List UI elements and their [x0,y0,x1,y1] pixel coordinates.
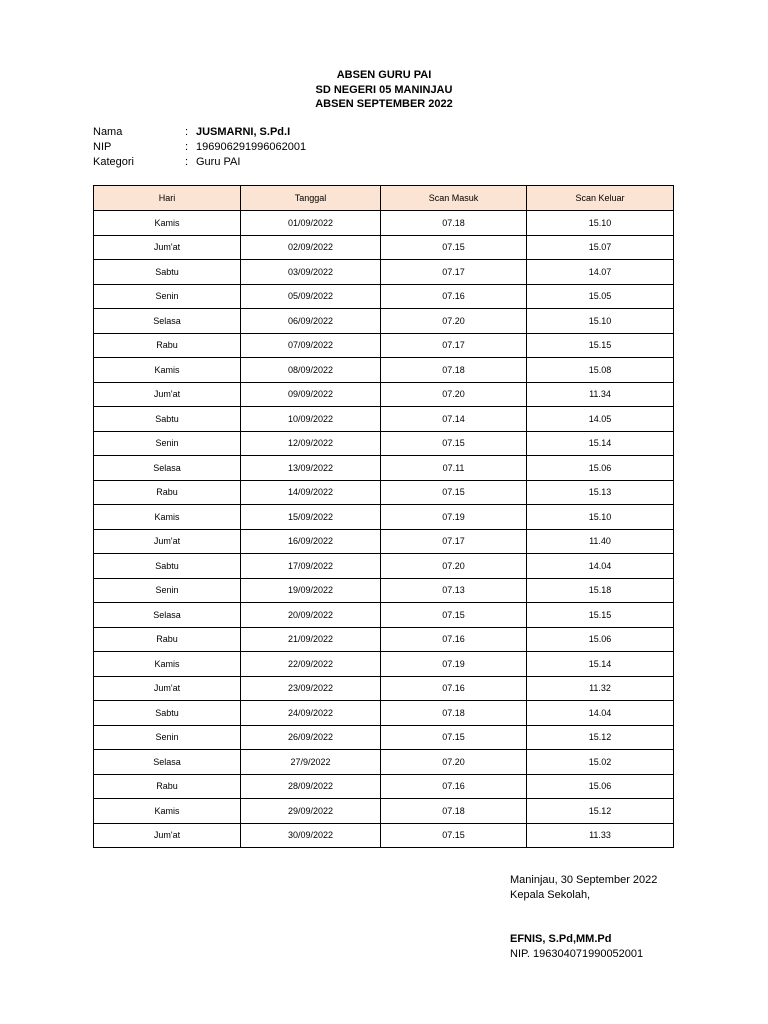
info-row-nip [93,140,306,155]
table-row [94,603,674,628]
table-body [94,211,674,848]
cell-scan-masuk: 07.11 [381,456,527,481]
cell-hari: Sabtu [94,554,241,579]
title-line-2: SD NEGERI 05 MANINJAU [315,83,453,96]
table-header-row [94,186,674,211]
cell-hari: Sabtu [94,260,241,285]
table-row [94,750,674,775]
document-title-block [0,68,768,112]
column-header-scan-keluar: Scan Keluar [527,186,674,211]
cell-hari: Jum'at [94,382,241,407]
cell-tanggal: 26/09/2022 [241,725,381,750]
info-row-nama [93,125,306,140]
table-row [94,823,674,848]
cell-hari: Jum'at [94,676,241,701]
cell-tanggal: 02/09/2022 [241,235,381,260]
cell-hari: Sabtu [94,701,241,726]
table-row [94,799,674,824]
cell-hari: Kamis [94,358,241,383]
cell-scan-masuk: 07.16 [381,627,527,652]
cell-scan-keluar: 15.14 [527,431,674,456]
cell-scan-masuk: 07.19 [381,652,527,677]
cell-scan-masuk: 07.19 [381,505,527,530]
cell-hari: Senin [94,431,241,456]
cell-tanggal: 13/09/2022 [241,456,381,481]
cell-hari: Rabu [94,774,241,799]
info-row-kategori [93,155,306,170]
cell-scan-keluar: 11.32 [527,676,674,701]
cell-hari: Selasa [94,750,241,775]
cell-scan-masuk: 07.20 [381,309,527,334]
cell-hari: Rabu [94,333,241,358]
info-colon: : [185,141,189,153]
cell-scan-masuk: 07.14 [381,407,527,432]
cell-scan-keluar: 15.10 [527,211,674,236]
cell-tanggal: 19/09/2022 [241,578,381,603]
cell-tanggal: 20/09/2022 [241,603,381,628]
cell-scan-keluar: 15.07 [527,235,674,260]
cell-tanggal: 08/09/2022 [241,358,381,383]
column-header-scan-masuk: Scan Masuk [381,186,527,211]
cell-hari: Kamis [94,211,241,236]
cell-scan-masuk: 07.15 [381,480,527,505]
cell-scan-masuk: 07.20 [381,554,527,579]
cell-scan-keluar: 15.13 [527,480,674,505]
cell-tanggal: 06/09/2022 [241,309,381,334]
cell-hari: Selasa [94,309,241,334]
cell-scan-keluar: 15.15 [527,333,674,358]
info-colon: : [185,156,189,168]
signature-block [510,873,657,962]
cell-scan-keluar: 14.04 [527,701,674,726]
cell-hari: Jum'at [94,823,241,848]
cell-hari: Kamis [94,505,241,530]
table-row [94,578,674,603]
cell-scan-masuk: 07.18 [381,799,527,824]
cell-tanggal: 14/09/2022 [241,480,381,505]
cell-scan-keluar: 11.34 [527,382,674,407]
cell-scan-masuk: 07.17 [381,260,527,285]
cell-scan-keluar: 11.40 [527,529,674,554]
table-row [94,382,674,407]
cell-hari: Rabu [94,627,241,652]
cell-scan-keluar: 14.05 [527,407,674,432]
table-row [94,235,674,260]
column-header-hari: Hari [94,186,241,211]
cell-scan-keluar: 15.06 [527,774,674,799]
table-row [94,260,674,285]
table-row [94,431,674,456]
cell-scan-keluar: 15.12 [527,799,674,824]
table-row [94,456,674,481]
cell-scan-keluar: 15.14 [527,652,674,677]
cell-scan-masuk: 07.17 [381,333,527,358]
cell-scan-masuk: 07.17 [381,529,527,554]
cell-scan-masuk: 07.15 [381,235,527,260]
table-row [94,505,674,530]
cell-scan-masuk: 07.18 [381,701,527,726]
cell-hari: Selasa [94,456,241,481]
cell-tanggal: 10/09/2022 [241,407,381,432]
cell-scan-keluar: 15.06 [527,456,674,481]
info-value-kategori: Guru PAI [196,156,241,168]
table-row [94,554,674,579]
cell-scan-keluar: 15.15 [527,603,674,628]
table-row [94,701,674,726]
cell-tanggal: 27/9/2022 [241,750,381,775]
cell-scan-masuk: 07.20 [381,382,527,407]
table-row [94,407,674,432]
cell-scan-keluar: 15.08 [527,358,674,383]
cell-hari: Jum'at [94,235,241,260]
cell-scan-keluar: 14.04 [527,554,674,579]
cell-tanggal: 15/09/2022 [241,505,381,530]
table-row [94,284,674,309]
cell-tanggal: 07/09/2022 [241,333,381,358]
cell-tanggal: 12/09/2022 [241,431,381,456]
table-row [94,529,674,554]
cell-scan-masuk: 07.20 [381,750,527,775]
info-value-name: JUSMARNI, S.Pd.I [196,126,291,138]
cell-hari: Jum'at [94,529,241,554]
cell-scan-keluar: 15.18 [527,578,674,603]
attendance-table [93,185,674,848]
cell-tanggal: 09/09/2022 [241,382,381,407]
cell-hari: Selasa [94,603,241,628]
signature-nip: NIP. 196304071990052001 [510,948,644,960]
cell-hari: Kamis [94,799,241,824]
cell-tanggal: 03/09/2022 [241,260,381,285]
cell-hari: Senin [94,725,241,750]
cell-scan-masuk: 07.13 [381,578,527,603]
cell-tanggal: 24/09/2022 [241,701,381,726]
cell-scan-masuk: 07.18 [381,211,527,236]
signature-place-date: Maninjau, 30 September 2022 [510,874,658,886]
table-row [94,358,674,383]
cell-hari: Rabu [94,480,241,505]
table-row [94,211,674,236]
info-label: NIP [93,141,112,153]
table-row [94,725,674,750]
cell-scan-masuk: 07.16 [381,284,527,309]
cell-tanggal: 23/09/2022 [241,676,381,701]
cell-tanggal: 29/09/2022 [241,799,381,824]
cell-scan-keluar: 11.33 [527,823,674,848]
cell-scan-keluar: 15.06 [527,627,674,652]
cell-tanggal: 21/09/2022 [241,627,381,652]
cell-tanggal: 05/09/2022 [241,284,381,309]
table-row [94,480,674,505]
cell-tanggal: 30/09/2022 [241,823,381,848]
cell-scan-keluar: 15.05 [527,284,674,309]
cell-scan-keluar: 15.02 [527,750,674,775]
column-header-tanggal: Tanggal [241,186,381,211]
info-value-nip: 196906291996062001 [196,141,307,153]
cell-scan-masuk: 07.15 [381,603,527,628]
signature-name: EFNIS, S.Pd,MM.Pd [510,933,612,945]
cell-tanggal: 01/09/2022 [241,211,381,236]
cell-scan-keluar: 15.10 [527,505,674,530]
signature-role: Kepala Sekolah, [510,889,591,901]
info-colon: : [185,126,189,138]
cell-hari: Senin [94,578,241,603]
cell-scan-masuk: 07.15 [381,431,527,456]
table-row [94,652,674,677]
title-line-3: ABSEN SEPTEMBER 2022 [315,98,453,110]
cell-hari: Kamis [94,652,241,677]
table-row [94,627,674,652]
teacher-info [93,125,306,170]
cell-hari: Sabtu [94,407,241,432]
cell-scan-masuk: 07.18 [381,358,527,383]
info-label: Nama [93,126,123,138]
cell-scan-masuk: 07.15 [381,725,527,750]
table-row [94,774,674,799]
table-row [94,676,674,701]
cell-hari: Senin [94,284,241,309]
cell-tanggal: 28/09/2022 [241,774,381,799]
cell-tanggal: 22/09/2022 [241,652,381,677]
cell-scan-masuk: 07.16 [381,676,527,701]
table-row [94,309,674,334]
cell-scan-masuk: 07.15 [381,823,527,848]
info-label: Kategori [93,156,134,168]
cell-scan-masuk: 07.16 [381,774,527,799]
title-line-1: ABSEN GURU PAI [336,69,432,81]
cell-tanggal: 16/09/2022 [241,529,381,554]
cell-scan-keluar: 14.07 [527,260,674,285]
table-row [94,333,674,358]
cell-scan-keluar: 15.10 [527,309,674,334]
cell-tanggal: 17/09/2022 [241,554,381,579]
cell-scan-keluar: 15.12 [527,725,674,750]
